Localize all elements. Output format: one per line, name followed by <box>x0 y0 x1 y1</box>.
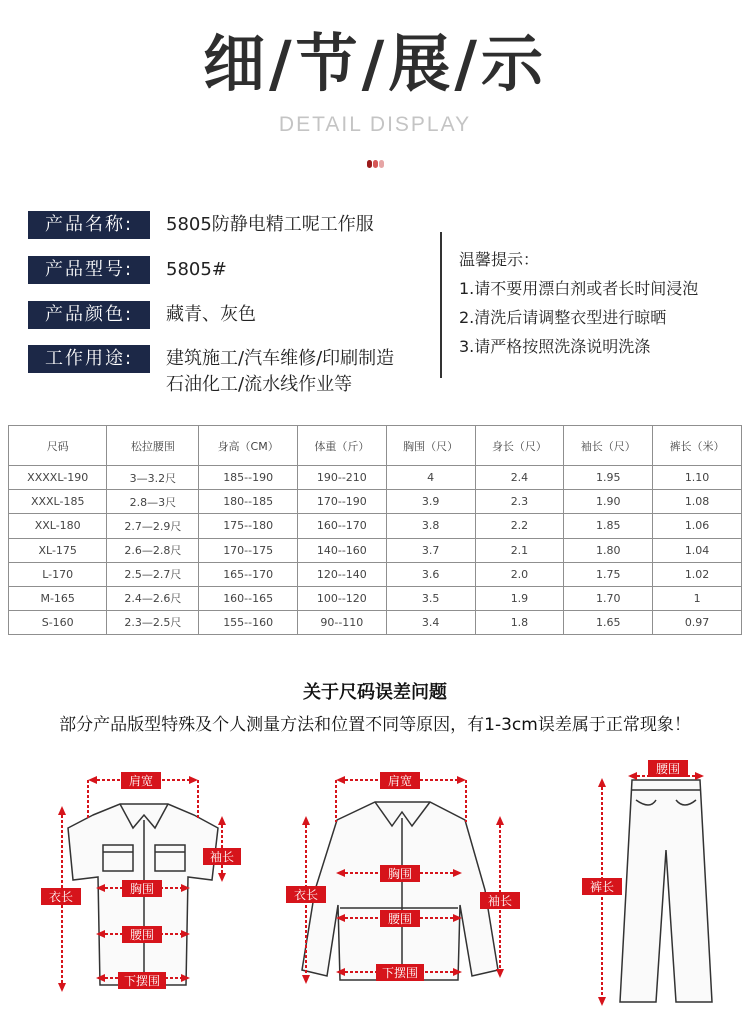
table-cell: 2.4—2.6尺 <box>107 586 199 610</box>
tag-chest: 胸围 <box>387 867 413 881</box>
table-cell: 160--170 <box>297 514 386 538</box>
table-cell: 3—3.2尺 <box>107 466 199 490</box>
table-cell: L-170 <box>9 562 107 586</box>
table-cell: 3.9 <box>386 490 475 514</box>
table-cell: XXXXL-190 <box>9 466 107 490</box>
table-cell: 3.8 <box>386 514 475 538</box>
table-cell: 4 <box>386 466 475 490</box>
product-name-value: 5805防静电精工呢工作服 <box>166 214 374 235</box>
pants-figure <box>620 780 712 1002</box>
table-cell: 120--140 <box>297 562 386 586</box>
tips-title: 温馨提示： <box>459 250 540 269</box>
table-cell: 2.3 <box>475 490 564 514</box>
table-cell: 1.8 <box>475 610 564 634</box>
table-header-row <box>9 426 742 466</box>
decorative-dots <box>367 153 387 161</box>
tips-box <box>459 245 698 361</box>
table-cell: 170--190 <box>297 490 386 514</box>
table-cell: 1.10 <box>653 466 742 490</box>
divider-line <box>440 232 442 378</box>
table-cell: 2.3—2.5尺 <box>107 610 199 634</box>
table-row <box>9 514 742 538</box>
product-model-label: 产品型号: <box>28 256 150 284</box>
table-cell: 2.8—3尺 <box>107 490 199 514</box>
table-cell: 3.5 <box>386 586 475 610</box>
table-cell: 2.2 <box>475 514 564 538</box>
table-cell: XXXL-185 <box>9 490 107 514</box>
dot-1 <box>367 160 372 168</box>
table-cell: 1.85 <box>564 514 653 538</box>
table-cell: 2.1 <box>475 538 564 562</box>
table-cell: 1.02 <box>653 562 742 586</box>
table-cell: 3.4 <box>386 610 475 634</box>
table-cell: 0.97 <box>653 610 742 634</box>
product-usage-label: 工作用途: <box>28 345 150 373</box>
table-header-cell: 裤长（米） <box>653 426 742 466</box>
table-cell: 1.06 <box>653 514 742 538</box>
dot-2 <box>373 160 378 168</box>
table-row <box>9 610 742 634</box>
measurement-diagram <box>0 740 750 1010</box>
tag-hem: 下摆围 <box>123 974 161 988</box>
long-sleeve-jacket-figure <box>302 802 498 980</box>
table-header-cell: 尺码 <box>9 426 107 466</box>
table-row <box>9 586 742 610</box>
size-error-text: 部分产品版型特殊及个人测量方法和位置不同等原因，有1-3cm误差属于正常现象！ <box>59 715 691 735</box>
table-cell: 2.0 <box>475 562 564 586</box>
tag-length: 衣长 <box>48 890 74 904</box>
table-cell: 1.9 <box>475 586 564 610</box>
product-usage-value-line2: 石油化工/流水线作业等 <box>166 374 353 395</box>
table-header-cell: 身长（尺） <box>475 426 564 466</box>
tag-waist: 腰围 <box>387 912 413 926</box>
tag-sleeve: 袖长 <box>209 850 235 864</box>
product-color-label: 产品颜色: <box>28 301 150 329</box>
table-cell: 100--120 <box>297 586 386 610</box>
dot-3 <box>379 160 384 168</box>
table-row <box>9 538 742 562</box>
page-subtitle: DETAIL DISPLAY <box>278 113 472 136</box>
table-cell: 1.08 <box>653 490 742 514</box>
table-cell: 2.5—2.7尺 <box>107 562 199 586</box>
tip-item: 1.请不要用漂白剂或者长时间浸泡 <box>459 279 699 298</box>
tag-pants-length: 裤长 <box>589 880 615 894</box>
table-cell: 165--170 <box>199 562 298 586</box>
table-cell: 1.70 <box>564 586 653 610</box>
table-cell: 2.6—2.8尺 <box>107 538 199 562</box>
table-cell: 1.04 <box>653 538 742 562</box>
product-name-label: 产品名称: <box>28 211 150 239</box>
table-cell: 155--160 <box>199 610 298 634</box>
table-header-cell: 身高（CM） <box>199 426 298 466</box>
table-cell: 3.7 <box>386 538 475 562</box>
size-table-body <box>9 466 742 635</box>
table-cell: 1.80 <box>564 538 653 562</box>
table-cell: 160--165 <box>199 586 298 610</box>
table-header-cell: 体重（斤） <box>297 426 386 466</box>
tag-hem: 下摆围 <box>381 966 419 980</box>
tag-length: 衣长 <box>293 888 319 902</box>
page-title: 细/节/展/示 <box>203 27 547 100</box>
table-cell: 1.95 <box>564 466 653 490</box>
product-usage-value-line1: 建筑施工/汽车维修/印刷制造 <box>166 348 395 369</box>
product-color-value: 藏青、灰色 <box>166 304 256 325</box>
size-table <box>8 425 742 635</box>
table-cell: 3.6 <box>386 562 475 586</box>
tag-pants-waist: 腰围 <box>655 762 681 776</box>
table-cell: 2.4 <box>475 466 564 490</box>
tag-waist: 腰围 <box>129 928 155 942</box>
table-row <box>9 466 742 490</box>
table-cell: 190--210 <box>297 466 386 490</box>
tag-sleeve: 袖长 <box>487 894 513 908</box>
size-error-title: 关于尺码误差问题 <box>303 682 447 703</box>
tag-shoulder: 肩宽 <box>387 774 413 788</box>
table-cell: 175--180 <box>199 514 298 538</box>
table-row <box>9 562 742 586</box>
table-cell: XL-175 <box>9 538 107 562</box>
table-row <box>9 490 742 514</box>
table-cell: 140--160 <box>297 538 386 562</box>
table-cell: 2.7—2.9尺 <box>107 514 199 538</box>
table-cell: 1.90 <box>564 490 653 514</box>
table-cell: 180--185 <box>199 490 298 514</box>
product-model-value: 5805# <box>166 259 227 280</box>
table-header-cell: 袖长（尺） <box>564 426 653 466</box>
table-cell: 170--175 <box>199 538 298 562</box>
table-cell: XXL-180 <box>9 514 107 538</box>
table-cell: 1.75 <box>564 562 653 586</box>
table-cell: M-165 <box>9 586 107 610</box>
table-cell: S-160 <box>9 610 107 634</box>
tag-chest: 胸围 <box>129 882 155 896</box>
tip-item: 3.请严格按照洗涤说明洗涤 <box>459 337 651 356</box>
table-header-cell: 松拉腰围 <box>107 426 199 466</box>
tag-shoulder: 肩宽 <box>128 774 154 788</box>
table-header-cell: 胸围（尺） <box>386 426 475 466</box>
table-cell: 185--190 <box>199 466 298 490</box>
table-cell: 1 <box>653 586 742 610</box>
tip-item: 2.清洗后请调整衣型进行晾晒 <box>459 308 667 327</box>
table-cell: 90--110 <box>297 610 386 634</box>
table-cell: 1.65 <box>564 610 653 634</box>
